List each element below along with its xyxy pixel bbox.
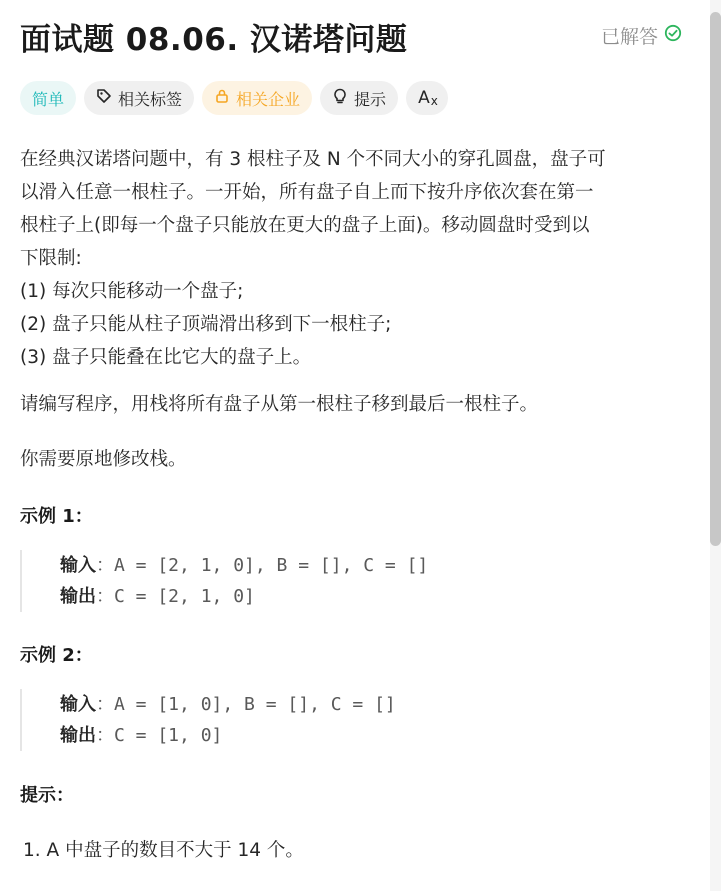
- tag-row: [20, 81, 448, 115]
- task-text: 请编写程序，用栈将所有盘子从第一根柱子移到最后一根柱子。: [20, 394, 539, 415]
- hint-item: 1. A 中盘子的数目不大于 14 个。: [23, 840, 304, 861]
- check-circle-icon: [664, 24, 682, 47]
- lightbulb-icon: [332, 88, 348, 108]
- problem-header: [20, 0, 692, 70]
- output-label: 输出: [60, 725, 96, 746]
- tag-icon: [96, 88, 112, 108]
- related-companies-button[interactable]: [202, 81, 312, 115]
- description-line: (1) 每次只能移动一个盘子;: [20, 281, 244, 302]
- description-line: 根柱子上(即每一个盘子只能放在更大的盘子上面)。移动圆盘时受到以: [20, 215, 590, 236]
- lock-icon: [214, 88, 230, 108]
- solved-status: [601, 22, 682, 49]
- description-line: (2) 盘子只能从柱子顶端滑出移到下一根柱子;: [20, 314, 392, 335]
- translate-button[interactable]: [406, 81, 448, 115]
- description-line: (3) 盘子只能叠在比它大的盘子上。: [20, 347, 312, 368]
- hints-heading: 提示：: [20, 785, 74, 806]
- problem-panel: [20, 0, 692, 861]
- input-label: 输入: [60, 555, 96, 576]
- related-tags-label: 相关标签: [118, 89, 183, 109]
- input-label: 输入: [60, 694, 96, 715]
- difficulty-badge[interactable]: [20, 81, 76, 115]
- example-1-block: [20, 550, 620, 612]
- example-2-block: [20, 689, 620, 751]
- related-tags-button[interactable]: [84, 81, 194, 115]
- output-label: 输出: [60, 586, 96, 607]
- translate-icon: x: [430, 94, 438, 108]
- example-1-heading: 示例 1：: [20, 506, 93, 527]
- description-line: 在经典汉诺塔问题中，有 3 根柱子及 N 个不同大小的穿孔圆盘，盘子可: [20, 149, 606, 170]
- difficulty-label: 简单: [32, 89, 65, 109]
- vertical-scrollbar[interactable]: [710, 0, 721, 891]
- description-line: 下限制:: [20, 248, 82, 269]
- example-1-output: 输出：C = [2, 1, 0]: [60, 586, 255, 607]
- scrollbar-thumb[interactable]: [710, 12, 721, 546]
- problem-title: 面试题 08.06. 汉诺塔问题: [20, 22, 408, 58]
- solved-label: 已解答: [600, 26, 658, 48]
- problem-description: [20, 143, 692, 374]
- hint-button[interactable]: [320, 81, 398, 115]
- example-2-heading: 示例 2：: [20, 645, 93, 666]
- hint-label: 提示: [354, 89, 387, 109]
- note-text: 你需要原地修改栈。: [20, 449, 187, 470]
- example-1-input: 输入：A = [2, 1, 0], B = [], C = []: [60, 555, 429, 576]
- example-2-input: 输入：A = [1, 0], B = [], C = []: [60, 694, 396, 715]
- related-companies-label: 相关企业: [236, 89, 301, 109]
- translate-icon-letter: A: [418, 88, 430, 108]
- description-line: 以滑入任意一根柱子。一开始，所有盘子自上而下按升序依次套在第一: [20, 182, 594, 203]
- example-2-output: 输出：C = [1, 0]: [60, 725, 223, 746]
